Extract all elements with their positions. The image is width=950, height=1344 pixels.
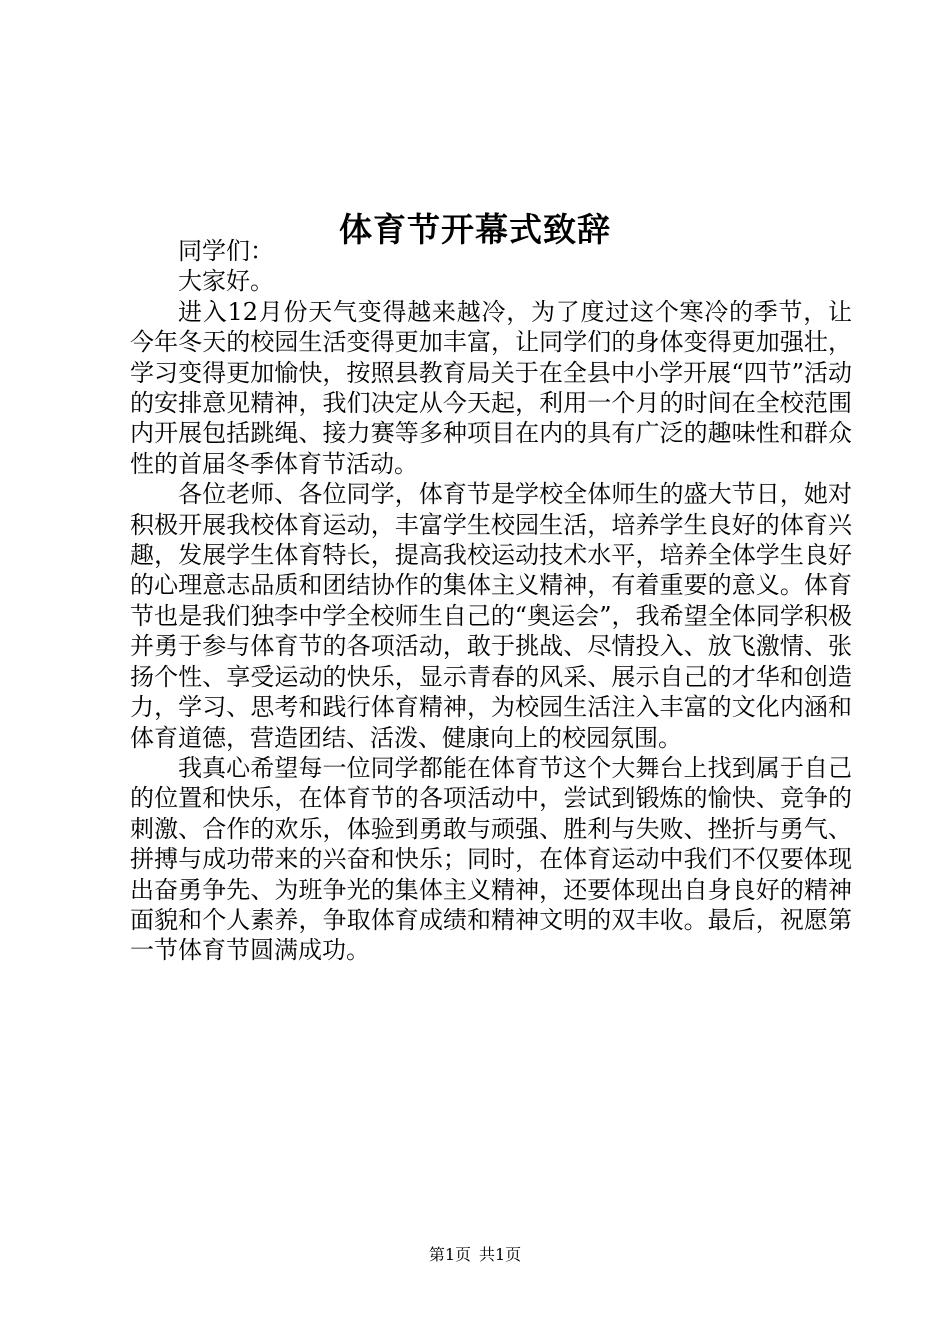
salutation-line: 大家好。	[178, 267, 274, 296]
document-body	[130, 236, 852, 966]
document-title: 体育节开幕式致辞	[339, 210, 611, 250]
page-number-current: 第1页	[428, 1245, 471, 1264]
greeting-line: 同学们：	[178, 237, 274, 265]
body-paragraph-2: 各位老师、各位同学，体育节是学校全体师生的盛大节日，她对积极开展我校体育运动，丰富学生校园生活，培养学生良好的体育兴趣，发展学生体育特长，提高我校运动技术水平，培养全体学生良好的心理意志品质和团结协作的集体主义精神，有着重要的意义。体育节也是我们独李中学全校师生自己的“奥运会”，我希望全体同学积极并勇于参与体育节的各项活动，敢于挑战、尽情投入、放飞激情、张扬个性、享受运动的快乐，显示青春的风采、展示自己的才华和创造力，学习、思考和践行体育精神，为校园生活注入丰富的文化内涵和体育道德，营造团结、活泼、健康向上的校园氛围。	[130, 480, 852, 752]
page-footer	[0, 1244, 950, 1266]
page-number-total: 共1页	[479, 1245, 522, 1264]
body-paragraph-1: 进入12月份天气变得越来越冷，为了度过这个寒冷的季节，让今年冬天的校园生活变得更加丰富，让同学们的身体变得更加强壮，学习变得更加愉快，按照县教育局关于在全县中小学开展“四节”活动的安排意见精神，我们决定从今天起，利用一个月的时间在全校范围内开展包括跳绳、接力赛等多种项目在内的具有广泛的趣味性和群众性的首届冬季体育节活动。	[130, 297, 852, 478]
body-paragraph-3: 我真心希望每一位同学都能在体育节这个大舞台上找到属于自己的位置和快乐，在体育节的各项活动中，尝试到锻炼的愉快、竞争的刺激、合作的欢乐，体验到勇敢与顽强、胜利与失败、挫折与勇气、拼搏与成功带来的兴奋和快乐；同时，在体育运动中我们不仅要体现出奋勇争先、为班争光的集体主义精神，还要体现出自身良好的精神面貌和个人素养，争取体育成绩和精神文明的双丰收。最后，祝愿第一节体育节圆满成功。	[130, 753, 852, 965]
